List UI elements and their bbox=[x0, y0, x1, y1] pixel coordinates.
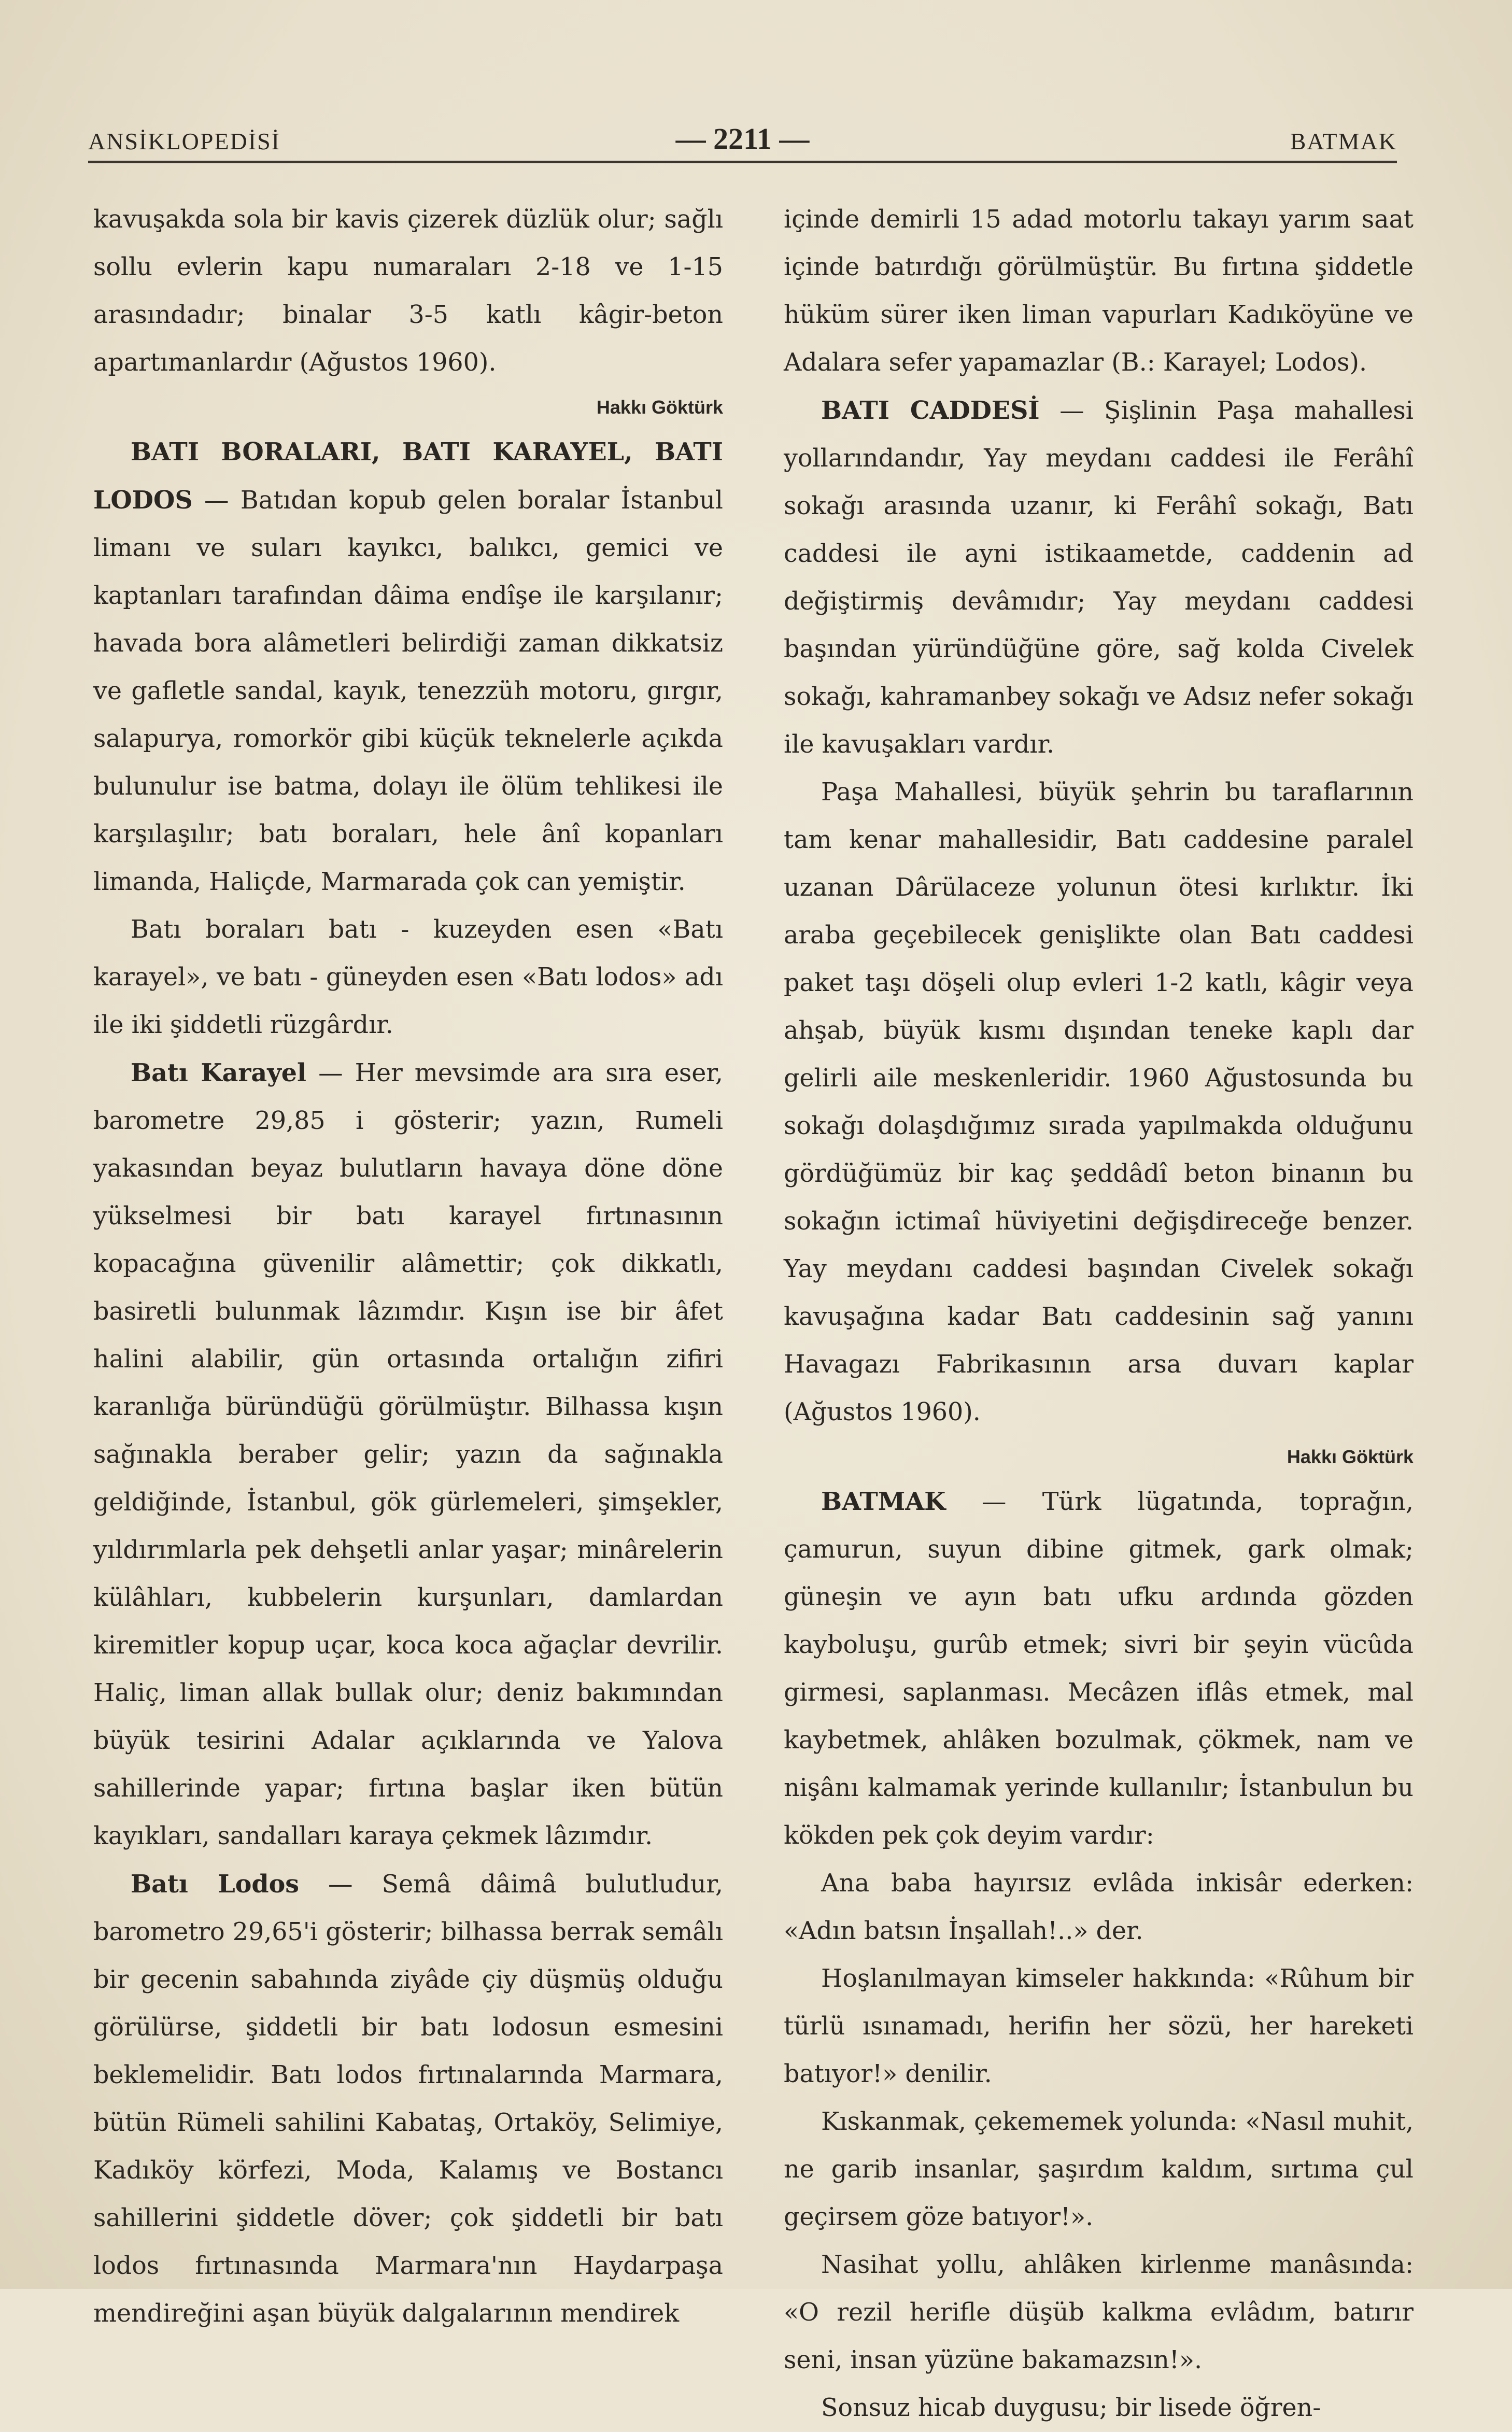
header-encyclopedia-label: ANSİKLOPEDİSİ bbox=[88, 128, 280, 154]
subentry-paragraph bbox=[93, 1860, 723, 2338]
right-column bbox=[784, 196, 1414, 2432]
paragraph: Kıskanmak, çekememek yolunda: «Nasıl muhit, ne garib insanlar, şaşırdım kaldım, sırtıma çul geçirsem göze batıyor!». bbox=[784, 2108, 1414, 2231]
paragraph: kavuşakda sola bir kavis çizerek düzlük olur; sağlı sollu evlerin kapu numaraları 2-18 ve 1-15 arasındadır; binalar 3-5 katlı kâgir-beton apartımanlardır (Ağustos 1960). bbox=[93, 205, 723, 377]
subentry-text: — Semâ dâimâ bulutludur, barometro 29,65'i gösterir; bilhassa berrak semâlı bir gecenin sabahında ziyâde çiy düşmüş olduğu görülürse, şiddetli bir batı lodosun esmesini beklemelidir. Batı lodos fırtınalarında Marmara, bütün Rümeli sahilini Kabataş, Ortaköy, Selimiye, Kadıköy körfezi, Moda, Kalamış ve Bostancı sahillerini şiddetle döver; çok şiddetli bir batı lodos fırtınasında Marmara'nın Haydarpaşa mendireğini aşan büyük dalgalarının mendirek bbox=[93, 1870, 723, 2328]
subentry-title: Batı Karayel bbox=[131, 1058, 307, 1087]
author-signature: Hakkı Göktürk bbox=[596, 397, 723, 418]
entry-text: — Batıdan kopub gelen boralar İstanbul limanı ve suları kayıkcı, balıkcı, gemici ve kaptanları tarafından dâima endîşe ile karşılanır; havada bora alâmetleri belirdiği zaman dikkatsiz ve gafletle sandal, kayık, tenezzüh motoru, gırgır, salapurya, romorkör gibi küçük teknelerle açıkda bulunulur ise batma, dolayı ile ölüm tehlikesi ile karşılaşılır; batı boraları, hele ânî kopanları limanda, Haliçde, Marmarada çok can yemiştir. bbox=[93, 486, 723, 896]
author-signature: Hakkı Göktürk bbox=[1287, 1446, 1414, 1467]
paragraph: Sonsuz hicab duygusu; bir lisede öğren- bbox=[821, 2394, 1321, 2422]
subentry-title: Batı Lodos bbox=[131, 1870, 300, 1899]
paragraph: Batı boraları batı - kuzeyden esen «Batı karayel», ve batı - güneyden esen «Batı lodos» adı ile iki şiddetli rüzgârdır. bbox=[93, 915, 723, 1039]
entry-text: — Türk lügatında, toprağın, çamurun, suyun dibine gitmek, gark olmak; güneşin ve ayın batı ufku ardında gözden kayboluşu, gurûb etmek; sivri bir şeyin vücûda girmesi, saplanması. Mecâzen iflâs etmek, mal kaybetmek, ahlâken bozulmak, çökmek, nam ve nişânı kalmamak yerinde kullanılır; İstanbulun bu kökden pek çok deyim vardır: bbox=[784, 1488, 1414, 1850]
entry-paragraph bbox=[784, 387, 1414, 769]
entry-paragraph bbox=[784, 1478, 1414, 1860]
entry-paragraph bbox=[93, 428, 723, 906]
subentry-paragraph bbox=[93, 1049, 723, 1860]
entry-title: BATMAK bbox=[821, 1487, 946, 1516]
paragraph: Paşa Mahallesi, büyük şehrin bu taraflarının tam kenar mahallesidir, Batı caddesine paralel uzanan Dârülaceze yolunun ötesi kırlıktır. İki araba geçebilecek genişlikte olan Batı caddesi paket taşı döşeli olup evleri 1-2 katlı, kâgir veya ahşab, büyük kısmı dışından teneke kaplı dar gelirli aile meskenleridir. 1960 Ağustosunda bu sokağı dolaşdığımız sırada yapılmakda olduğunu gördüğümüz bir kaç şeddâdî beton binanın bu sokağın ictimaî hüviyetini değişdireceğe benzer. Yay meydanı caddesi başından Civelek sokağı kavuşağına kadar Batı caddesinin sağ yanını Havagazı Fabrikasının arsa duvarı kaplar (Ağustos 1960). bbox=[784, 778, 1414, 1426]
paragraph: Ana baba hayırsız evlâda inkisâr ederken: «Adın batsın İnşallah!..» der. bbox=[784, 1869, 1414, 1945]
page-header bbox=[88, 114, 1397, 163]
paragraph: içinde demirli 15 adad motorlu takayı yarım saat içinde batırdığı görülmüştür. Bu fırtına şiddetle hüküm sürer iken liman vapurları Kadıköyüne ve Adalara sefer yapamazlar (B.: Karayel; Lodos). bbox=[784, 205, 1414, 377]
header-keyword: BATMAK bbox=[1290, 128, 1397, 154]
entry-text: — Şişlinin Paşa mahallesi yollarındandır, Yay meydanı caddesi ile Ferâhî sokağı arasında uzanır, ki Ferâhî sokağı, Batı caddesi ile ayni istikaametde, caddenin ad değiştirmiş devâmıdır; Yay meydanı caddesi başından yüründüğüne göre, sağ kolda Civelek sokağı, kahramanbey sokağı ve Adsız nefer sokağı ile kavuşakları vardır. bbox=[784, 397, 1414, 759]
paragraph: Hoşlanılmayan kimseler hakkında: «Rûhum bir türlü ısınamadı, herifin her sözü, her hareketi batıyor!» denilir. bbox=[784, 1964, 1414, 2088]
paragraph: Nasihat yollu, ahlâken kirlenme manâsında: «O rezil herifle düşüb kalkma evlâdım, batırır seni, insan yüzüne bakamazsın!». bbox=[784, 2251, 1414, 2374]
page-number: — 2211 — bbox=[675, 122, 810, 155]
entry-title: BATI BORALARI, BATI KARAYEL, BATI LODOS bbox=[93, 437, 723, 515]
left-column bbox=[93, 196, 723, 2338]
entry-title: BATI CADDESİ bbox=[821, 396, 1040, 425]
subentry-text: — Her mevsimde ara sıra eser, barometre 29,85 i gösterir; yazın, Rumeli yakasından beyaz bulutların havaya döne döne yükselmesi bir batı karayel fırtınasının kopacağına güvenilir alâmettir; çok dikkatlı, basiretli bulunmak lâzımdır. Kışın ise bir âfet halini alabilir, gün ortasında ortalığın zifiri karanlığa büründüğü görülmüştır. Bilhassa kışın sağınakla beraber gelir; yazın da sağınakla geldiğinde, İstanbul, gök gürlemeleri, şimşekler, yıldırımlarla pek dehşetli anlar yaşar; minârelerin külâhları, kubbelerin kurşunları, damlardan kiremitler kopup uçar, koca koca ağaçlar devrilir. Haliç, liman allak bullak olur; deniz bakımından büyük tesirini Adalar açıklarında ve Yalova sahillerinde yapar; fırtına başlar iken bütün kayıkları, sandalları karaya çekmek lâzımdır. bbox=[93, 1059, 723, 1850]
